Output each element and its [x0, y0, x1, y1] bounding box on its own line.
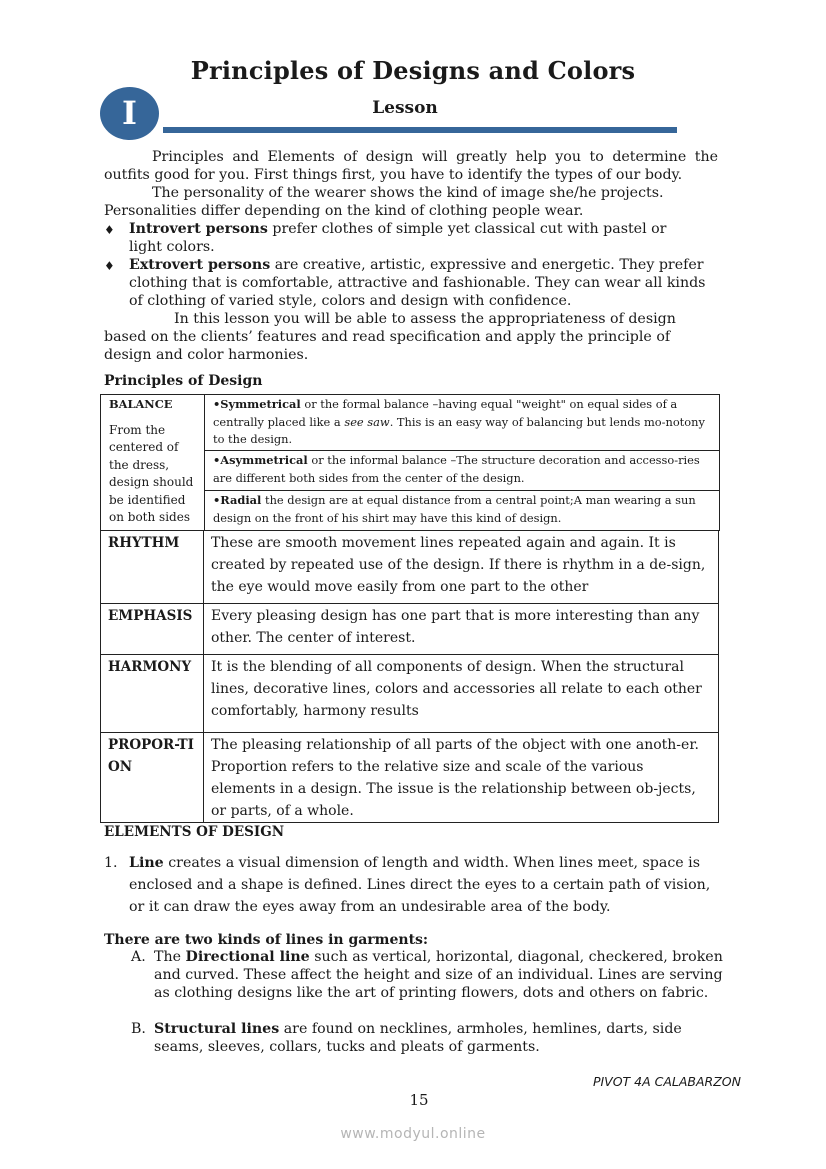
principle-description: The pleasing relationship of all parts of the object with one anoth-er. Proportion refers to the relative size and scale of the various elements in a design. The issue is the relationship between ob-jects, or parts, of a whole.: [204, 733, 719, 823]
bullet-text: prefer clothes of simple yet classical cut with pastel or light colors.: [129, 221, 667, 255]
page-title: Principles of Designs and Colors: [190, 56, 636, 85]
radial-text: the design are at equal distance from a central point;A man wearing a sun design on the front of his shirt may have this kind of design.: [213, 493, 696, 525]
table-row: [101, 733, 719, 823]
diamond-bullet-icon: ♦: [104, 223, 115, 237]
radial-term: •Radial: [213, 493, 262, 507]
bullet-extrovert: [129, 256, 719, 310]
symmetrical-text: or the formal balance –having equal "weight" on equal sides of a centrally placed like a: [213, 397, 678, 429]
bullet-introvert: [129, 220, 689, 256]
line-kind-text: such as vertical, horizontal, diagonal, checkered, broken and curved. These affect the height and size of an individual. Lines are serving as clothing designs like the art of printing flowers, dots and others on fabric.: [154, 949, 723, 1001]
intro-paragraph-2: [104, 184, 718, 220]
line-kind-prefix: The: [154, 949, 186, 965]
principle-key: EMPHASIS: [101, 604, 204, 655]
bullet-term: Introvert persons: [129, 221, 268, 237]
asymmetrical-text: or the informal balance –The structure decoration and accesso-ries are different both sides from the center of the design.: [213, 453, 700, 485]
element-item-line: [104, 852, 724, 918]
bullet-text: are creative, artistic, expressive and energetic. They prefer clothing that is comfortable, attractive and fashionable. They can wear all kinds of clothing of varied style, colors and design with confidence.: [129, 257, 706, 309]
lesson-label: Lesson: [372, 98, 438, 118]
header-rule: [163, 127, 677, 133]
table-row: [101, 531, 719, 604]
intro-p3-rest: based on the clients’ features and read specification and apply the principle of design and color harmonies.: [104, 329, 671, 363]
balance-radial-cell: [205, 491, 720, 531]
lines-heading: There are two kinds of lines in garments:: [104, 932, 429, 948]
bullet-term: Extrovert persons: [129, 257, 271, 273]
diamond-bullet-icon: ♦: [104, 259, 115, 273]
list-letter: B.: [131, 1021, 146, 1037]
symmetrical-text-b: . This is an easy way of balancing but lends mo-notony to the design.: [213, 414, 705, 446]
element-text: creates a visual dimension of length and width. When lines meet, space is enclosed and a shape is defined. Lines direct the eyes to a certain path of vision, or it can draw the eyes away from an undesirable area of the body.: [129, 855, 711, 915]
principle-key: HARMONY: [101, 655, 204, 733]
intro-p2-line1: The personality of the wearer shows the kind of image she/he projects.: [152, 185, 664, 201]
page-number: 15: [409, 1091, 429, 1109]
list-number: 1.: [104, 855, 118, 871]
table-row: [101, 604, 719, 655]
intro-p2-line2: Personalities differ depending on the kind of clothing people wear.: [104, 203, 584, 219]
principle-description: It is the blending of all components of design. When the structural lines, decorative lines, colors and accessories all relate to each other comfortably, harmony results: [204, 655, 719, 733]
principle-description: Every pleasing design has one part that is more interesting than any other. The center of interest.: [204, 604, 719, 655]
line-kind-structural: [131, 1020, 727, 1056]
footer-source: PIVOT 4A CALABARZON: [592, 1074, 741, 1089]
intro-p1-line2: outfits good for you. First things first, you have to identify the types of our body.: [104, 167, 683, 183]
line-kind-term: Structural lines: [154, 1021, 280, 1037]
table-row: [101, 655, 719, 733]
balance-symmetrical-cell: [205, 395, 720, 451]
principle-key: RHYTHM: [101, 531, 204, 604]
principle-description: These are smooth movement lines repeated again and again. It is created by repeated use of the design. If there is rhythm in a de-sign, the eye would move easily from one part to the other: [204, 531, 719, 604]
intro-paragraph-1: [104, 148, 718, 184]
line-kind-directional: [131, 948, 727, 1002]
balance-note: From the centered of the dress, design should be identified on both sides: [109, 422, 194, 524]
principle-key: PROPOR-TION: [101, 733, 204, 823]
line-kind-term: Directional line: [185, 949, 310, 965]
balance-key: BALANCE: [109, 397, 173, 411]
list-letter: A.: [131, 949, 146, 965]
element-term: Line: [129, 855, 164, 871]
lesson-number-badge: I: [100, 87, 159, 140]
line-kind-text: are found on necklines, armholes, hemlines, darts, side seams, sleeves, collars, tucks and pleats of garments.: [154, 1021, 682, 1055]
asymmetrical-term: •Asymmetrical: [213, 453, 308, 467]
balance-asymmetrical-cell: [205, 451, 720, 491]
intro-p3-line1: In this lesson you will be able to assess the appropriateness of design: [174, 311, 676, 327]
symmetrical-italic: see saw: [344, 414, 390, 429]
intro-p1-line1: Principles and Elements of design will greatly help you to determine the: [152, 149, 718, 165]
symmetrical-term: •Symmetrical: [213, 397, 301, 411]
principles-heading: Principles of Design: [104, 373, 263, 389]
principles-table: [100, 530, 719, 823]
watermark-link[interactable]: www.modyul.online: [340, 1126, 486, 1142]
elements-heading: ELEMENTS OF DESIGN: [104, 824, 285, 840]
intro-paragraph-3: [104, 310, 704, 364]
balance-key-cell: [101, 395, 205, 531]
balance-table: [100, 394, 720, 531]
